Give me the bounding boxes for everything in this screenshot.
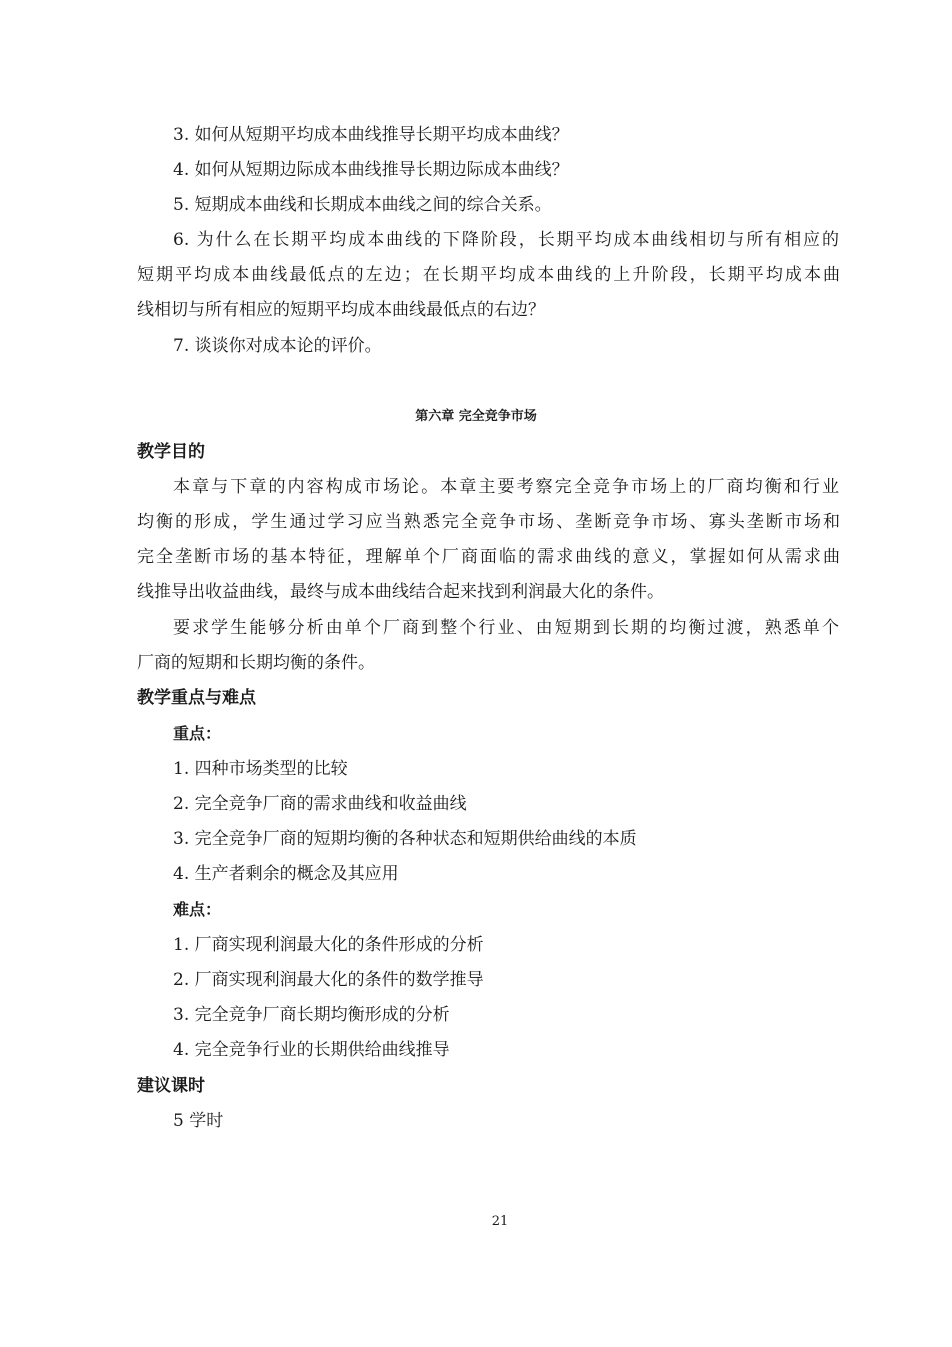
- purpose-paragraph-1-line-3: 完全垄断市场的基本特征，理解单个厂商面临的需求曲线的意义，掌握如何从需求曲: [137, 547, 840, 567]
- focus-item-2: 2. 完全竞争厂商的需求曲线和收益曲线: [173, 794, 467, 814]
- purpose-paragraph-1-line-1: 本章与下章的内容构成市场论。本章主要考察完全竞争市场上的厂商均衡和行业: [173, 477, 839, 497]
- purpose-paragraph-1-line-2: 均衡的形成，学生通过学习应当熟悉完全竞争市场、垄断竞争市场、寡头垄断市场和: [137, 512, 840, 532]
- purpose-paragraph-2-line-2: 厂商的短期和长期均衡的条件。: [137, 653, 375, 673]
- page-number: 21: [491, 1214, 509, 1229]
- question-3: 3. 如何从短期平均成本曲线推导长期平均成本曲线？: [173, 125, 569, 145]
- section-heading-teaching-purpose: 教学目的: [137, 442, 205, 462]
- question-7: 7. 谈谈你对成本论的评价。: [173, 336, 382, 356]
- focus-item-3: 3. 完全竞争厂商的短期均衡的各种状态和短期供给曲线的本质: [173, 829, 637, 849]
- section-heading-key-points: 教学重点与难点: [137, 688, 256, 708]
- question-5: 5. 短期成本曲线和长期成本曲线之间的综合关系。: [173, 195, 552, 215]
- section-heading-suggested-hours: 建议课时: [137, 1076, 205, 1096]
- difficulty-item-4: 4. 完全竞争行业的长期供给曲线推导: [173, 1040, 450, 1060]
- suggested-hours-value: 5 学时: [173, 1111, 224, 1131]
- difficulty-item-3: 3. 完全竞争厂商长期均衡形成的分析: [173, 1005, 450, 1025]
- question-4: 4. 如何从短期边际成本曲线推导长期边际成本曲线？: [173, 160, 569, 180]
- focus-label: 重点：: [173, 724, 222, 743]
- difficulty-label: 难点：: [173, 900, 222, 919]
- question-6-line-3: 线相切与所有相应的短期平均成本曲线最低点的右边？: [137, 300, 545, 320]
- difficulty-item-2: 2. 厂商实现利润最大化的条件的数学推导: [173, 970, 484, 990]
- question-6-line-1: 6. 为什么在长期平均成本曲线的下降阶段，长期平均成本曲线相切与所有相应的: [173, 230, 839, 250]
- focus-item-4: 4. 生产者剩余的概念及其应用: [173, 864, 399, 884]
- chapter-title: 第六章 完全竞争市场: [415, 409, 537, 424]
- question-6-line-2: 短期平均成本曲线最低点的左边；在长期平均成本曲线的上升阶段，长期平均成本曲: [137, 265, 840, 285]
- purpose-paragraph-2-line-1: 要求学生能够分析由单个厂商到整个行业、由短期到长期的均衡过渡，熟悉单个: [173, 618, 839, 638]
- purpose-paragraph-1-line-4: 线推导出收益曲线，最终与成本曲线结合起来找到利润最大化的条件。: [137, 582, 664, 602]
- focus-item-1: 1. 四种市场类型的比较: [173, 759, 348, 779]
- difficulty-item-1: 1. 厂商实现利润最大化的条件形成的分析: [173, 935, 484, 955]
